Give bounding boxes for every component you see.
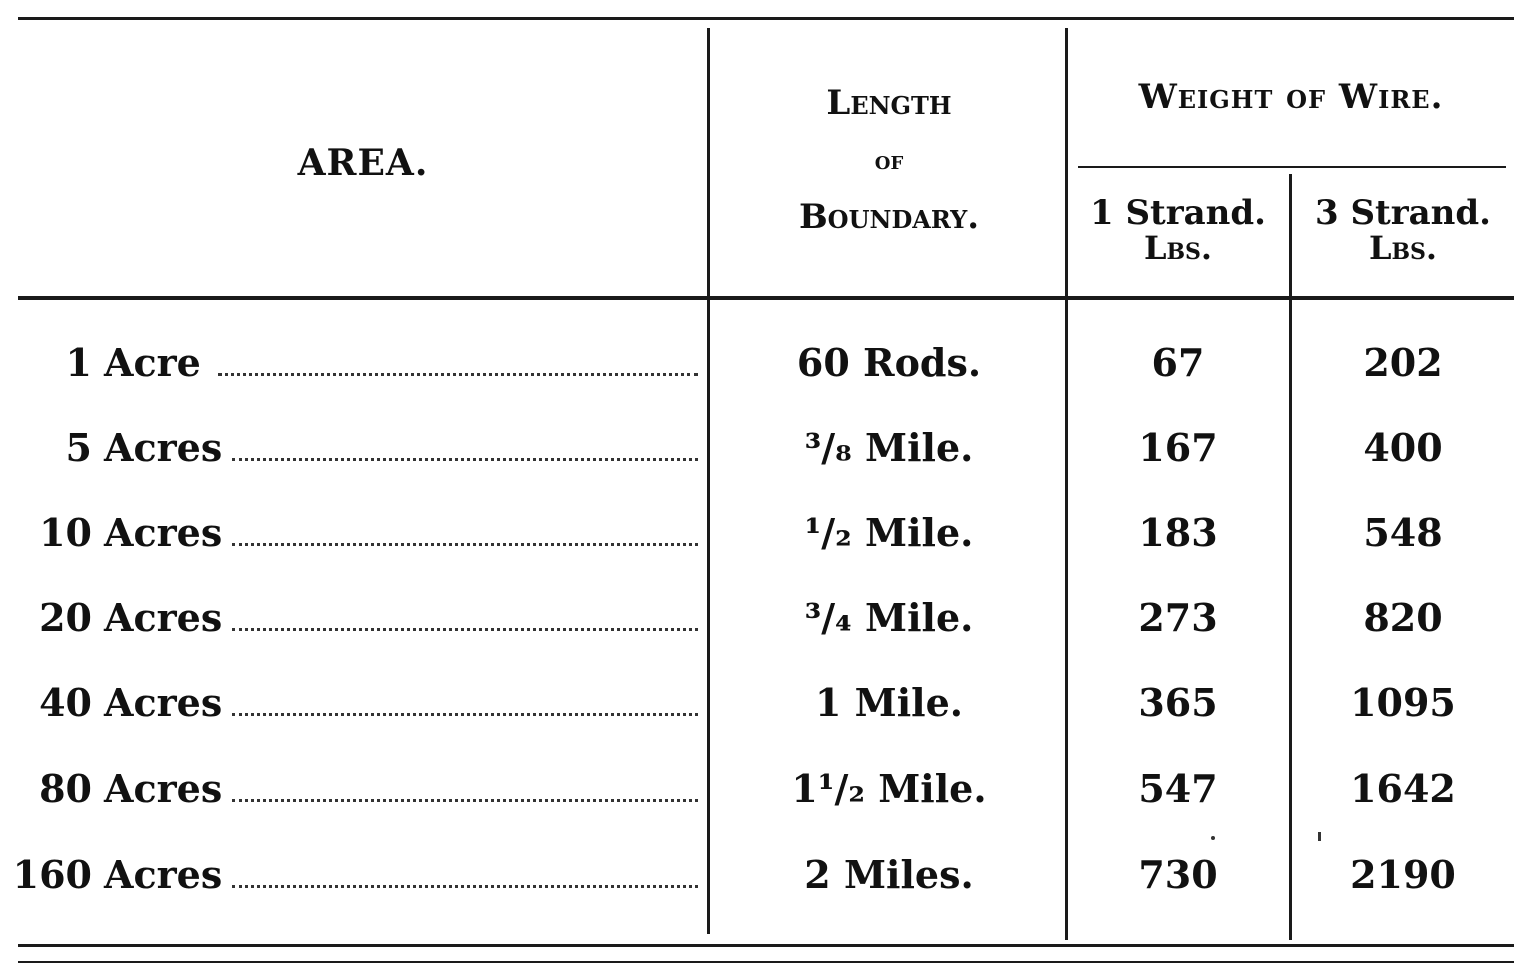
table-row xyxy=(0,766,1530,826)
strand1-header xyxy=(1068,193,1288,267)
weight-header: Weight of Wire. xyxy=(1138,77,1444,117)
area-count: 160 xyxy=(12,852,92,897)
strand1-weight: 183 xyxy=(1138,510,1218,555)
dot-leader xyxy=(232,543,698,546)
area-header: AREA. xyxy=(297,142,429,184)
length-header-line1: Length xyxy=(826,83,952,123)
print-speck xyxy=(1211,836,1215,840)
area-unit: Acres xyxy=(104,425,223,470)
area-unit: Acres xyxy=(104,680,223,725)
strand3-weight: 548 xyxy=(1363,510,1443,555)
print-speck xyxy=(1318,832,1321,841)
dot-leader xyxy=(232,628,698,631)
area-unit: Acres xyxy=(104,595,223,640)
strand1-weight: 730 xyxy=(1138,852,1218,897)
table-row xyxy=(0,340,1530,400)
area-count: 40 xyxy=(39,680,92,725)
dot-leader xyxy=(232,885,698,888)
table-row xyxy=(0,425,1530,485)
area-unit: Acres xyxy=(104,766,223,811)
table-row xyxy=(0,510,1530,570)
table-row xyxy=(0,595,1530,655)
strand1-header-line2: Lbs. xyxy=(1143,228,1213,267)
strand3-weight: 2190 xyxy=(1350,852,1456,897)
strand1-weight: 365 xyxy=(1138,680,1218,725)
strand3-header xyxy=(1292,193,1514,267)
strand3-weight: 820 xyxy=(1363,595,1443,640)
strand3-header-line1: 3 Strand. xyxy=(1314,193,1492,233)
bottom-rule xyxy=(18,944,1514,947)
strand3-weight: 1642 xyxy=(1350,766,1456,811)
dot-leader xyxy=(232,713,698,716)
table-row xyxy=(0,852,1530,912)
strand3-weight: 400 xyxy=(1363,425,1443,470)
bottom-rule-thin xyxy=(18,961,1514,963)
area-unit: Acres xyxy=(104,852,223,897)
strand1-weight: 167 xyxy=(1138,425,1218,470)
area-unit: Acre xyxy=(104,340,201,385)
area-unit: Acres xyxy=(104,510,223,555)
boundary-length: ³/₈ Mile. xyxy=(804,425,974,470)
strand3-weight: 202 xyxy=(1363,340,1443,385)
boundary-length: 60 Rods. xyxy=(796,340,982,385)
area-count: 80 xyxy=(39,766,92,811)
strand3-header-line2: Lbs. xyxy=(1368,228,1438,267)
length-header-line2: of xyxy=(874,146,904,176)
dot-leader xyxy=(218,373,698,376)
table-row xyxy=(0,680,1530,740)
strand1-weight: 547 xyxy=(1138,766,1218,811)
boundary-length: ¹/₂ Mile. xyxy=(804,510,974,555)
top-rule xyxy=(18,17,1514,20)
dot-leader xyxy=(232,458,698,461)
area-count: 10 xyxy=(39,510,92,555)
boundary-length: 1 Mile. xyxy=(814,680,963,725)
length-header-line3: Boundary. xyxy=(798,197,980,237)
dot-leader xyxy=(232,799,698,802)
boundary-length: ³/₄ Mile. xyxy=(804,595,974,640)
area-count: 5 xyxy=(65,425,92,470)
weight-subdivider-rule xyxy=(1078,166,1506,168)
boundary-length: 1¹/₂ Mile. xyxy=(791,766,987,811)
boundary-length: 2 Miles. xyxy=(804,852,974,897)
area-count: 20 xyxy=(39,595,92,640)
strand1-weight: 67 xyxy=(1151,340,1205,385)
strand3-weight: 1095 xyxy=(1350,680,1456,725)
strand1-weight: 273 xyxy=(1138,595,1218,640)
area-count: 1 xyxy=(65,340,92,385)
strand1-header-line1: 1 Strand. xyxy=(1089,193,1267,233)
